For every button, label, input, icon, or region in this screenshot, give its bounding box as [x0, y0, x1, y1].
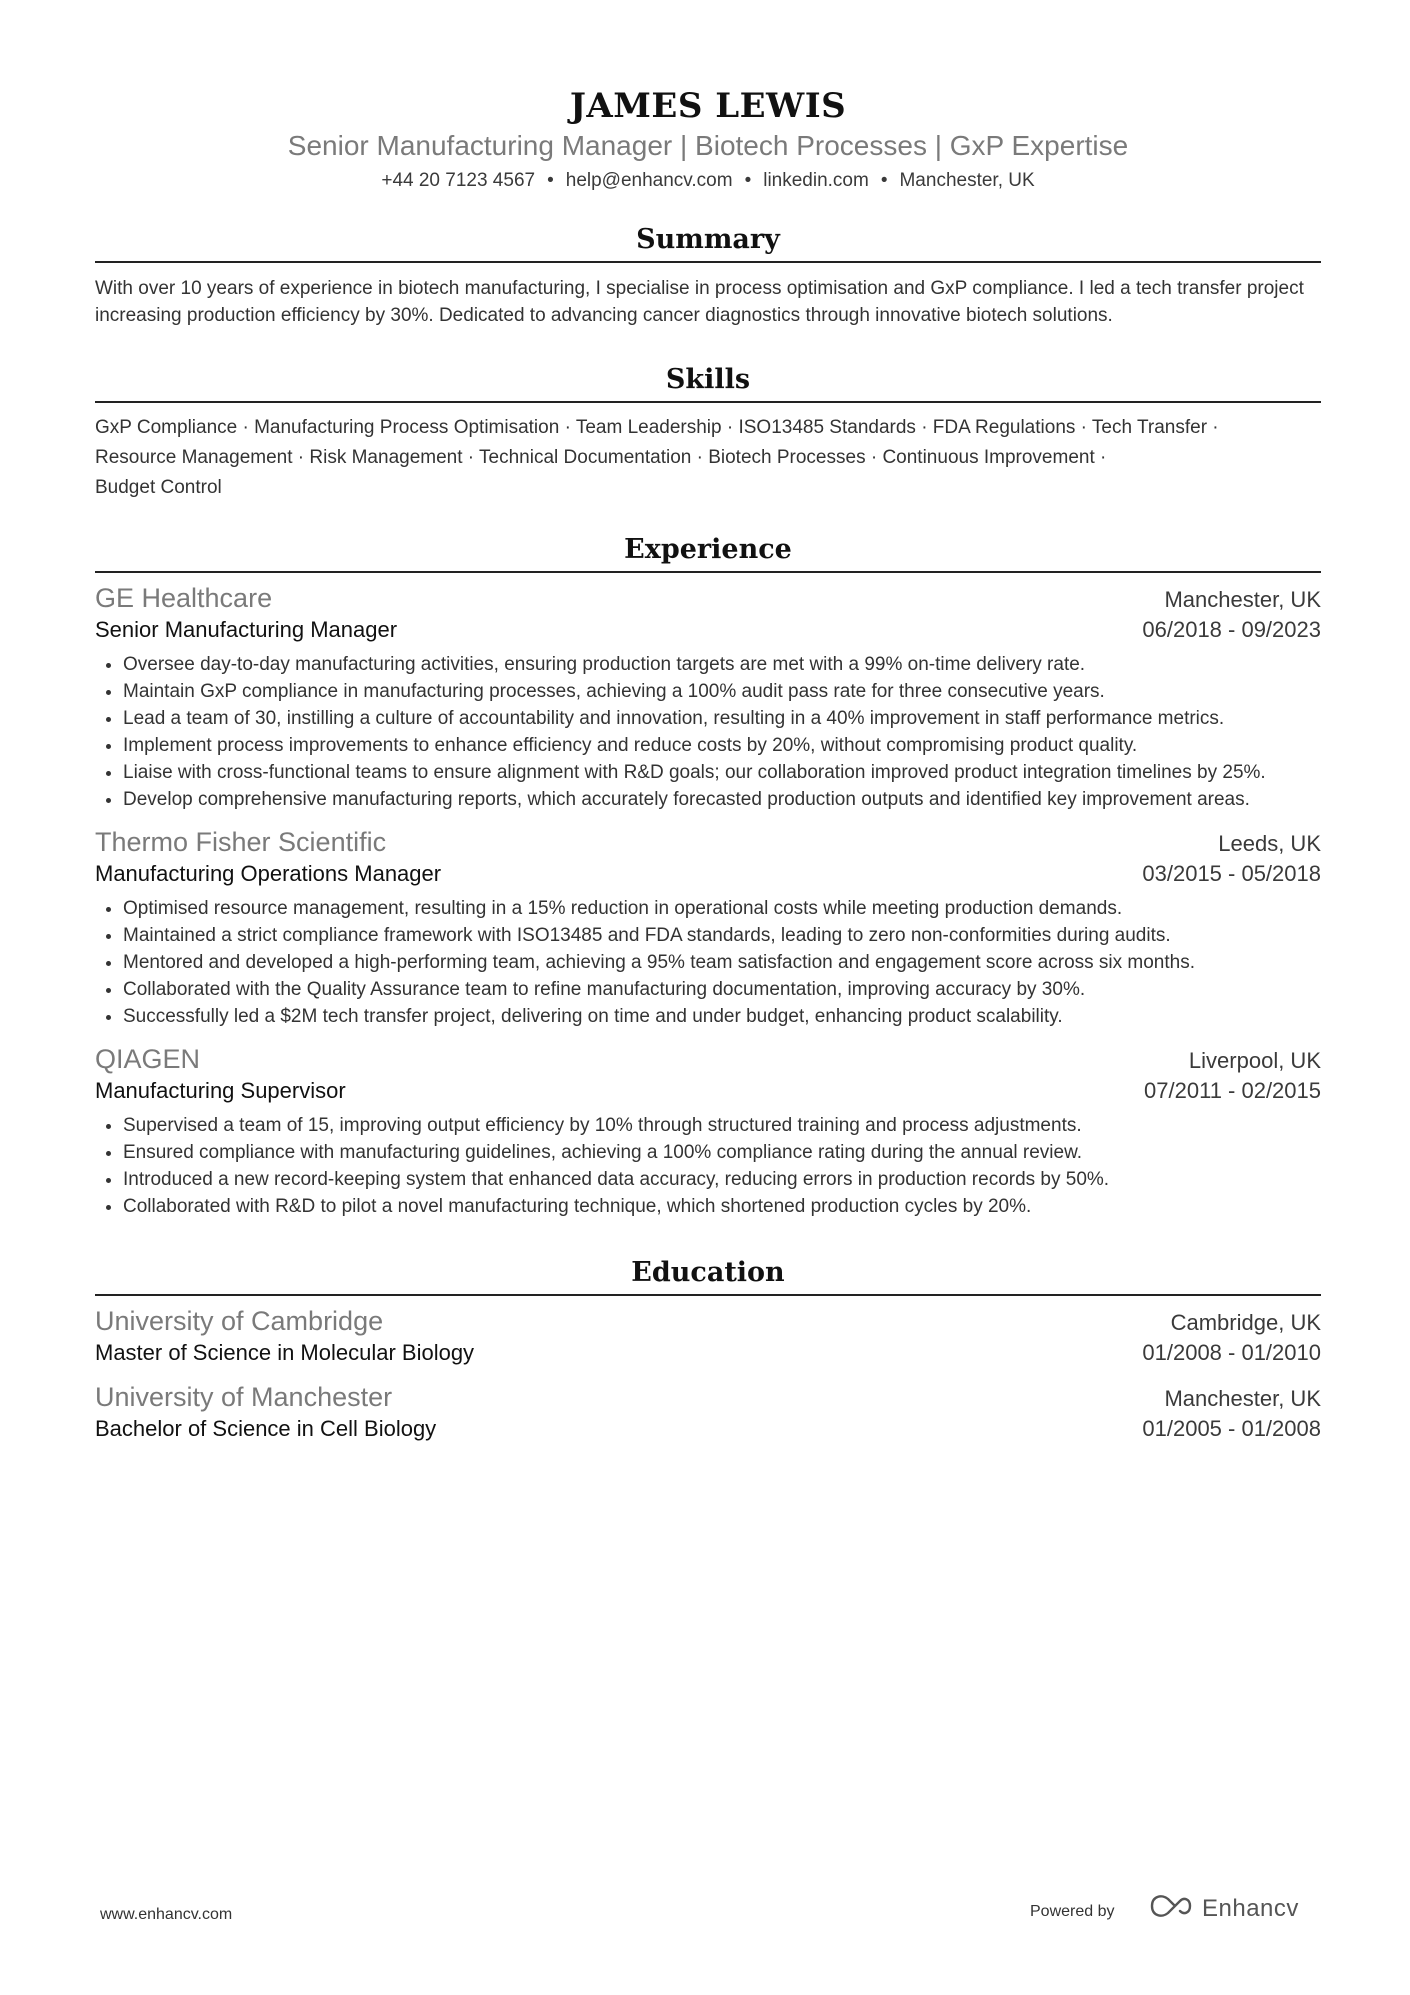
candidate-tagline: Senior Manufacturing Manager | Biotech Processes | GxP Expertise: [287, 130, 1129, 161]
section-divider: [95, 401, 1321, 403]
bullet-item: • Liaise with cross-functional teams to ensure alignment with R&D goals; our collaboration improved product integration timelines by 25%.: [123, 759, 1321, 786]
phone-text: +44 20 7123 4567: [381, 170, 536, 191]
email-link[interactable]: help@enhancv.com: [565, 170, 733, 191]
bullet-item: • Ensured compliance with manufacturing guidelines, achieving a 100% compliance rating during the annual review.: [123, 1139, 1321, 1166]
experience-section: [95, 533, 1321, 1220]
company-name: GE Healthcare: [95, 583, 273, 613]
school-name: University of Manchester: [95, 1382, 393, 1412]
job-dates: 06/2018 - 09/2023: [1142, 617, 1321, 642]
resume-page: [95, 0, 1321, 1444]
job-entry: [95, 581, 1321, 813]
education-heading: Education: [631, 1257, 785, 1288]
section-divider: [95, 571, 1321, 573]
bullet-item: • Oversee day-to-day manufacturing activities, ensuring production targets are met with a 99% on-time delivery rate.: [123, 651, 1321, 678]
skills-line: Resource Management · Risk Management · Technical Documentation · Biotech Processes · Continuous Improvement ·: [95, 447, 1107, 468]
bullet-item: • Collaborated with the Quality Assurance team to refine manufacturing documentation, improving accuracy by 30%.: [123, 976, 1321, 1003]
job-bullets: [95, 1112, 1321, 1220]
summary-text: With over 10 years of experience in biotech manufacturing, I specialise in process optimisation and GxP compliance. I led a tech transfer project increasing production efficiency by 30%. Dedicated to advancing cancer diagnostics through innovative biotech solutions.: [95, 278, 1304, 326]
brand-name: Enhancv: [1202, 1894, 1299, 1922]
enhancv-logo-icon: [1148, 1893, 1194, 1924]
job-title: Senior Manufacturing Manager: [95, 617, 398, 642]
job-location: Manchester, UK: [1164, 587, 1321, 612]
skills-section: [95, 363, 1321, 503]
job-entry: [95, 1042, 1321, 1220]
bullet-item: • Maintained a strict compliance framework with ISO13485 and FDA standards, leading to zero non-conformities during audits.: [123, 922, 1321, 949]
bullet-item: • Introduced a new record-keeping system that enhanced data accuracy, reducing errors in production records by 50%.: [123, 1166, 1321, 1193]
footer-website-link[interactable]: www.enhancv.com: [100, 1906, 233, 1923]
job-location: Liverpool, UK: [1188, 1048, 1321, 1073]
job-location: Leeds, UK: [1218, 831, 1321, 856]
bullet-item: • Lead a team of 30, instilling a culture of accountability and innovation, resulting in a 40% improvement in staff performance metrics.: [123, 705, 1321, 732]
bullet-item: • Mentored and developed a high-performing team, achieving a 95% team satisfaction and engagement score across six months.: [123, 949, 1321, 976]
bullet-item: • Supervised a team of 15, improving output efficiency by 10% through structured training and process adjustments.: [123, 1112, 1321, 1139]
job-dates: 07/2011 - 02/2015: [1144, 1078, 1321, 1103]
section-divider: [95, 261, 1321, 263]
school-name: University of Cambridge: [95, 1306, 384, 1336]
separator-dot: •: [744, 170, 752, 191]
summary-section: [95, 223, 1321, 329]
bullet-item: • Implement process improvements to enhance efficiency and reduce costs by 20%, without compromising product quality.: [123, 732, 1321, 759]
skills-list: [95, 413, 1321, 503]
linkedin-link[interactable]: linkedin.com: [763, 170, 869, 191]
section-divider: [95, 1294, 1321, 1296]
separator-dot: •: [547, 170, 554, 191]
job-bullets: [95, 651, 1321, 813]
education-entry: [95, 1304, 1321, 1368]
summary-heading: Summary: [636, 224, 780, 255]
education-entry: [95, 1380, 1321, 1444]
contact-line: [95, 168, 1321, 194]
experience-heading: Experience: [624, 534, 792, 565]
skills-heading: Skills: [665, 364, 751, 395]
job-entry: [95, 825, 1321, 1030]
bullet-item: • Collaborated with R&D to pilot a novel manufacturing technique, which shortened production cycles by 20%.: [123, 1193, 1321, 1220]
job-dates: 03/2015 - 05/2018: [1142, 861, 1321, 886]
degree-title: Master of Science in Molecular Biology: [95, 1340, 475, 1365]
bullet-item: • Maintain GxP compliance in manufacturing processes, achieving a 100% audit pass rate for three consecutive years.: [123, 678, 1321, 705]
education-dates: 01/2005 - 01/2008: [1142, 1416, 1321, 1441]
bullet-item: • Successfully led a $2M tech transfer project, delivering on time and under budget, enhancing product scalability.: [123, 1003, 1321, 1030]
candidate-name: JAMES LEWIS: [569, 86, 847, 126]
location-text: Manchester, UK: [899, 170, 1035, 191]
skills-line: GxP Compliance · Manufacturing Process Optimisation · Team Leadership · ISO13485 Standards · FDA Regulations · Tech Transfer ·: [95, 417, 1219, 438]
job-title: Manufacturing Supervisor: [95, 1078, 346, 1103]
skills-line: Budget Control: [95, 477, 222, 498]
company-name: Thermo Fisher Scientific: [95, 827, 387, 857]
school-location: Manchester, UK: [1164, 1386, 1321, 1411]
education-section: [95, 1256, 1321, 1444]
powered-by-label: Powered by: [1030, 1903, 1115, 1920]
job-bullets: [95, 895, 1321, 1030]
separator-dot: •: [880, 170, 888, 191]
education-dates: 01/2008 - 01/2010: [1142, 1340, 1321, 1365]
school-location: Cambridge, UK: [1170, 1310, 1321, 1335]
bullet-item: • Develop comprehensive manufacturing reports, which accurately forecasted production outputs and identified key improvement areas.: [123, 786, 1321, 813]
enhancv-brand[interactable]: [1148, 1893, 1299, 1924]
company-name: QIAGEN: [95, 1044, 201, 1074]
bullet-item: • Optimised resource management, resulting in a 15% reduction in operational costs while meeting production demands.: [123, 895, 1321, 922]
job-title: Manufacturing Operations Manager: [95, 861, 442, 886]
degree-title: Bachelor of Science in Cell Biology: [95, 1416, 437, 1441]
